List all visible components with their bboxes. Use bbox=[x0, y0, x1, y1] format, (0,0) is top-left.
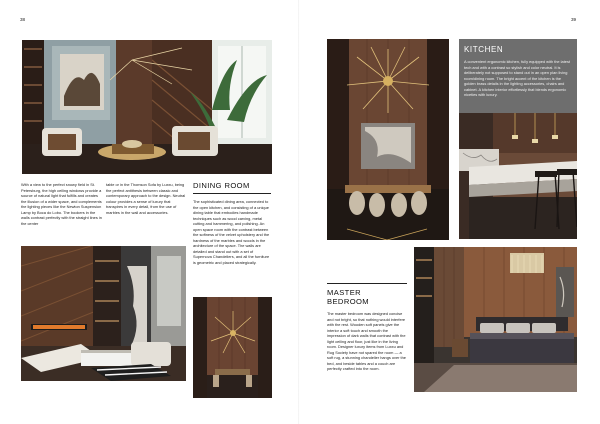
living-room-detail-photo bbox=[21, 246, 186, 381]
master-bedroom-title bbox=[327, 289, 369, 306]
right-page bbox=[300, 0, 600, 424]
master-bedroom-title-line1: MASTER bbox=[327, 288, 362, 297]
kitchen-text: A convenient ergonomic kitchen, fully equipped with the latest tech and with a contrast so stylish and color neutral. It is deliberately not supposed to stand out in an open plan living room/dining room. The bright accent of the kitchen is the golden brass details in the lighting accessories, chairs and cabinet. A kitchen interior effortlessly that blends ergonomic niceties with luxury. bbox=[464, 59, 570, 97]
kitchen-text-panel bbox=[459, 39, 577, 113]
dining-room-photo bbox=[327, 39, 449, 240]
master-bedroom-title-line2: BEDROOM bbox=[327, 296, 370, 306]
kitchen-title: KITCHEN bbox=[464, 45, 504, 54]
dining-chandelier-photo bbox=[193, 297, 272, 398]
dining-room-rule bbox=[193, 193, 271, 194]
master-bedroom-text: The master bedroom was designed concise and not bright, so that nothing would interfere with the rest. Wooden soft panels give the interior a soft touch and smooth the impression of dark walls that contrast with the light ceiling and floor, just like in the living room. Designer luxury items from Luxxu and Rug Society have not spared the room — a soft rug, a stunning chandelier hangs over the bed, and beside tables and a couch are perfectly crafted into the room. bbox=[327, 311, 406, 371]
living-room-text-col2: table or in the Thomson Sofa by Luxxu, being the perfect antithesis between classic and contemporary approach to the design. Neutral colour provides a sense of luxury that transpires in every detail, from the use of marbles in the wall and accessories. bbox=[106, 182, 186, 215]
living-room-text-col1: With a view to the perfect snowy field in St. Petersburg, the high ceiling windows provide a source of natural light that fulfills and creates the illusion of a wider space, and complements the lighting pieces like the Newton Suspension Lamp by Boca do Lobo. The bookers in the walls contrast perfectly with the straight lines in the center bbox=[21, 182, 102, 226]
page-number-right: 39 bbox=[571, 17, 577, 22]
master-bedroom-photo bbox=[414, 247, 577, 392]
dining-room-text: The sophisticated dining area, connected to the open kitchen, and consisting of a unique dining table that embodies handmade techniques such as wood carving, metal cutting and hammering, and polishing. An open space room with the contrast between the softness of the velvet upholstery and the hardness of the marbles and woods in the architecture of the space. The walls are detailed and stand out with a set of Supernova Chandeliers, and all the furniture is geometric and placed strategically. bbox=[193, 199, 270, 265]
living-room-photo bbox=[22, 40, 272, 174]
master-bedroom-rule bbox=[327, 283, 407, 284]
dining-room-title: DINING ROOM bbox=[193, 181, 250, 190]
kitchen-photo bbox=[459, 113, 577, 239]
page-number-left: 38 bbox=[20, 17, 26, 22]
